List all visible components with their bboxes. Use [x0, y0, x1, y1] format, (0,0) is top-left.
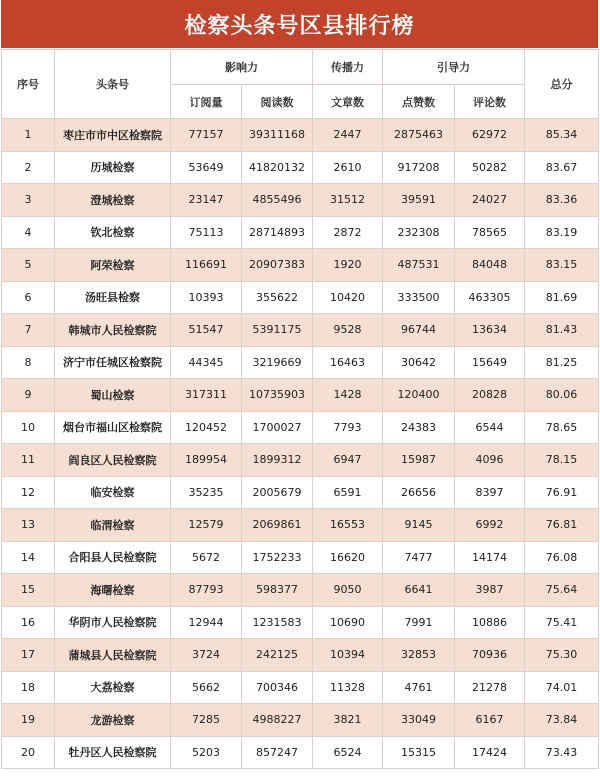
- cell-rank: 14: [2, 541, 55, 574]
- table-row: [2, 411, 599, 444]
- cell-reads: 5391175: [242, 314, 313, 347]
- cell-total: 83.36: [525, 184, 599, 217]
- cell-rank: 5: [2, 249, 55, 282]
- cell-likes: 9145: [383, 509, 455, 542]
- cell-articles: 16553: [313, 509, 383, 542]
- cell-account: 澄城检察: [55, 184, 171, 217]
- header-row-groups: [2, 50, 599, 85]
- cell-articles: 7793: [313, 411, 383, 444]
- cell-reads: 242125: [242, 639, 313, 672]
- cell-articles: 11328: [313, 671, 383, 704]
- cell-rank: 20: [2, 736, 55, 769]
- cell-comments: 13634: [455, 314, 525, 347]
- cell-articles: 2610: [313, 151, 383, 184]
- cell-articles: 10394: [313, 639, 383, 672]
- cell-subscriptions: 75113: [171, 216, 242, 249]
- cell-total: 76.08: [525, 541, 599, 574]
- cell-total: 76.91: [525, 476, 599, 509]
- cell-subscriptions: 7285: [171, 704, 242, 737]
- cell-rank: 7: [2, 314, 55, 347]
- cell-total: 81.69: [525, 281, 599, 314]
- cell-rank: 1: [2, 119, 55, 152]
- cell-likes: 2875463: [383, 119, 455, 152]
- cell-articles: 1920: [313, 249, 383, 282]
- cell-rank: 12: [2, 476, 55, 509]
- cell-subscriptions: 87793: [171, 574, 242, 607]
- ranking-table: [1, 49, 599, 769]
- cell-total: 73.43: [525, 736, 599, 769]
- cell-comments: 50282: [455, 151, 525, 184]
- table-row: [2, 281, 599, 314]
- cell-comments: 4096: [455, 444, 525, 477]
- cell-likes: 24383: [383, 411, 455, 444]
- table-row: [2, 509, 599, 542]
- page-title: 检察头条号区县排行榜: [1, 0, 598, 48]
- header-likes: 点赞数: [383, 85, 455, 119]
- table-row: [2, 216, 599, 249]
- cell-account: 烟台市福山区检察院: [55, 411, 171, 444]
- cell-rank: 10: [2, 411, 55, 444]
- header-comments: 评论数: [455, 85, 525, 119]
- cell-rank: 8: [2, 346, 55, 379]
- cell-comments: 10886: [455, 606, 525, 639]
- cell-articles: 3821: [313, 704, 383, 737]
- cell-rank: 3: [2, 184, 55, 217]
- cell-account: 临安检察: [55, 476, 171, 509]
- table-row: [2, 606, 599, 639]
- cell-account: 海曙检察: [55, 574, 171, 607]
- cell-comments: 84048: [455, 249, 525, 282]
- cell-likes: 917208: [383, 151, 455, 184]
- cell-account: 历城检察: [55, 151, 171, 184]
- cell-reads: 20907383: [242, 249, 313, 282]
- cell-total: 75.30: [525, 639, 599, 672]
- cell-likes: 96744: [383, 314, 455, 347]
- cell-rank: 2: [2, 151, 55, 184]
- cell-rank: 15: [2, 574, 55, 607]
- cell-articles: 10690: [313, 606, 383, 639]
- cell-likes: 6641: [383, 574, 455, 607]
- cell-comments: 6992: [455, 509, 525, 542]
- cell-total: 78.15: [525, 444, 599, 477]
- cell-account: 龙游检察: [55, 704, 171, 737]
- table-row: [2, 574, 599, 607]
- cell-rank: 11: [2, 444, 55, 477]
- table-body: [2, 119, 599, 769]
- cell-reads: 10735903: [242, 379, 313, 412]
- table-row: [2, 671, 599, 704]
- cell-total: 83.19: [525, 216, 599, 249]
- cell-reads: 1899312: [242, 444, 313, 477]
- cell-subscriptions: 12579: [171, 509, 242, 542]
- cell-account: 临渭检察: [55, 509, 171, 542]
- cell-total: 80.06: [525, 379, 599, 412]
- cell-subscriptions: 12944: [171, 606, 242, 639]
- cell-account: 蒲城县人民检察院: [55, 639, 171, 672]
- cell-comments: 3987: [455, 574, 525, 607]
- cell-reads: 355622: [242, 281, 313, 314]
- cell-total: 83.67: [525, 151, 599, 184]
- cell-reads: 1752233: [242, 541, 313, 574]
- cell-total: 73.84: [525, 704, 599, 737]
- cell-subscriptions: 53649: [171, 151, 242, 184]
- cell-account: 阿荣检察: [55, 249, 171, 282]
- header-total: 总分: [525, 50, 599, 119]
- table-header: [2, 50, 599, 119]
- cell-likes: 30642: [383, 346, 455, 379]
- header-articles: 文章数: [313, 85, 383, 119]
- cell-account: 枣庄市市中区检察院: [55, 119, 171, 152]
- cell-account: 蜀山检察: [55, 379, 171, 412]
- cell-likes: 33049: [383, 704, 455, 737]
- cell-comments: 21278: [455, 671, 525, 704]
- cell-articles: 9528: [313, 314, 383, 347]
- table-row: [2, 541, 599, 574]
- cell-comments: 78565: [455, 216, 525, 249]
- table-row: [2, 476, 599, 509]
- cell-subscriptions: 120452: [171, 411, 242, 444]
- cell-account: 阎良区人民检察院: [55, 444, 171, 477]
- cell-rank: 6: [2, 281, 55, 314]
- cell-reads: 700346: [242, 671, 313, 704]
- cell-subscriptions: 77157: [171, 119, 242, 152]
- cell-comments: 6544: [455, 411, 525, 444]
- cell-articles: 6947: [313, 444, 383, 477]
- cell-subscriptions: 189954: [171, 444, 242, 477]
- cell-comments: 62972: [455, 119, 525, 152]
- cell-subscriptions: 35235: [171, 476, 242, 509]
- cell-subscriptions: 3724: [171, 639, 242, 672]
- table-row: [2, 379, 599, 412]
- header-reads: 阅读数: [242, 85, 313, 119]
- cell-comments: 8397: [455, 476, 525, 509]
- cell-articles: 6524: [313, 736, 383, 769]
- cell-total: 75.41: [525, 606, 599, 639]
- table-row: [2, 314, 599, 347]
- header-guidance: 引导力: [383, 50, 525, 85]
- cell-rank: 18: [2, 671, 55, 704]
- cell-reads: 3219669: [242, 346, 313, 379]
- table-row: [2, 119, 599, 152]
- cell-likes: 232308: [383, 216, 455, 249]
- cell-likes: 7991: [383, 606, 455, 639]
- cell-comments: 15649: [455, 346, 525, 379]
- cell-total: 81.43: [525, 314, 599, 347]
- cell-articles: 10420: [313, 281, 383, 314]
- cell-subscriptions: 5662: [171, 671, 242, 704]
- table-row: [2, 736, 599, 769]
- table-row: [2, 151, 599, 184]
- cell-total: 83.15: [525, 249, 599, 282]
- cell-likes: 4761: [383, 671, 455, 704]
- cell-reads: 1231583: [242, 606, 313, 639]
- cell-account: 济宁市任城区检察院: [55, 346, 171, 379]
- cell-comments: 463305: [455, 281, 525, 314]
- cell-reads: 4855496: [242, 184, 313, 217]
- cell-account: 合阳县人民检察院: [55, 541, 171, 574]
- cell-reads: 28714893: [242, 216, 313, 249]
- header-spread: 传播力: [313, 50, 383, 85]
- header-influence: 影响力: [171, 50, 313, 85]
- cell-subscriptions: 5203: [171, 736, 242, 769]
- cell-rank: 4: [2, 216, 55, 249]
- cell-reads: 1700027: [242, 411, 313, 444]
- cell-account: 牡丹区人民检察院: [55, 736, 171, 769]
- table-row: [2, 704, 599, 737]
- cell-account: 华阴市人民检察院: [55, 606, 171, 639]
- cell-comments: 14174: [455, 541, 525, 574]
- cell-likes: 39591: [383, 184, 455, 217]
- cell-subscriptions: 116691: [171, 249, 242, 282]
- table-row: [2, 249, 599, 282]
- cell-rank: 9: [2, 379, 55, 412]
- cell-total: 85.34: [525, 119, 599, 152]
- header-rank: 序号: [2, 50, 55, 119]
- header-account: 头条号: [55, 50, 171, 119]
- cell-total: 81.25: [525, 346, 599, 379]
- cell-reads: 41820132: [242, 151, 313, 184]
- cell-subscriptions: 10393: [171, 281, 242, 314]
- cell-likes: 7477: [383, 541, 455, 574]
- cell-reads: 857247: [242, 736, 313, 769]
- cell-total: 74.01: [525, 671, 599, 704]
- cell-account: 韩城市人民检察院: [55, 314, 171, 347]
- cell-comments: 6167: [455, 704, 525, 737]
- cell-articles: 2872: [313, 216, 383, 249]
- cell-reads: 4988227: [242, 704, 313, 737]
- cell-total: 75.64: [525, 574, 599, 607]
- cell-articles: 16463: [313, 346, 383, 379]
- cell-reads: 39311168: [242, 119, 313, 152]
- cell-subscriptions: 5672: [171, 541, 242, 574]
- cell-reads: 2069861: [242, 509, 313, 542]
- cell-total: 76.81: [525, 509, 599, 542]
- cell-articles: 9050: [313, 574, 383, 607]
- cell-rank: 17: [2, 639, 55, 672]
- cell-rank: 19: [2, 704, 55, 737]
- cell-account: 大荔检察: [55, 671, 171, 704]
- cell-subscriptions: 51547: [171, 314, 242, 347]
- table-row: [2, 639, 599, 672]
- cell-comments: 17424: [455, 736, 525, 769]
- cell-subscriptions: 23147: [171, 184, 242, 217]
- cell-articles: 31512: [313, 184, 383, 217]
- cell-total: 78.65: [525, 411, 599, 444]
- cell-reads: 2005679: [242, 476, 313, 509]
- cell-articles: 2447: [313, 119, 383, 152]
- cell-likes: 487531: [383, 249, 455, 282]
- cell-account: 钦北检察: [55, 216, 171, 249]
- table-row: [2, 444, 599, 477]
- cell-account: 汤旺县检察: [55, 281, 171, 314]
- header-subscriptions: 订阅量: [171, 85, 242, 119]
- cell-likes: 15315: [383, 736, 455, 769]
- cell-likes: 32853: [383, 639, 455, 672]
- cell-articles: 16620: [313, 541, 383, 574]
- cell-articles: 1428: [313, 379, 383, 412]
- cell-comments: 20828: [455, 379, 525, 412]
- table-row: [2, 184, 599, 217]
- cell-reads: 598377: [242, 574, 313, 607]
- cell-likes: 333500: [383, 281, 455, 314]
- cell-subscriptions: 317311: [171, 379, 242, 412]
- cell-rank: 16: [2, 606, 55, 639]
- table-row: [2, 346, 599, 379]
- cell-comments: 24027: [455, 184, 525, 217]
- cell-likes: 26656: [383, 476, 455, 509]
- cell-comments: 70936: [455, 639, 525, 672]
- cell-articles: 6591: [313, 476, 383, 509]
- cell-subscriptions: 44345: [171, 346, 242, 379]
- cell-likes: 15987: [383, 444, 455, 477]
- cell-likes: 120400: [383, 379, 455, 412]
- cell-rank: 13: [2, 509, 55, 542]
